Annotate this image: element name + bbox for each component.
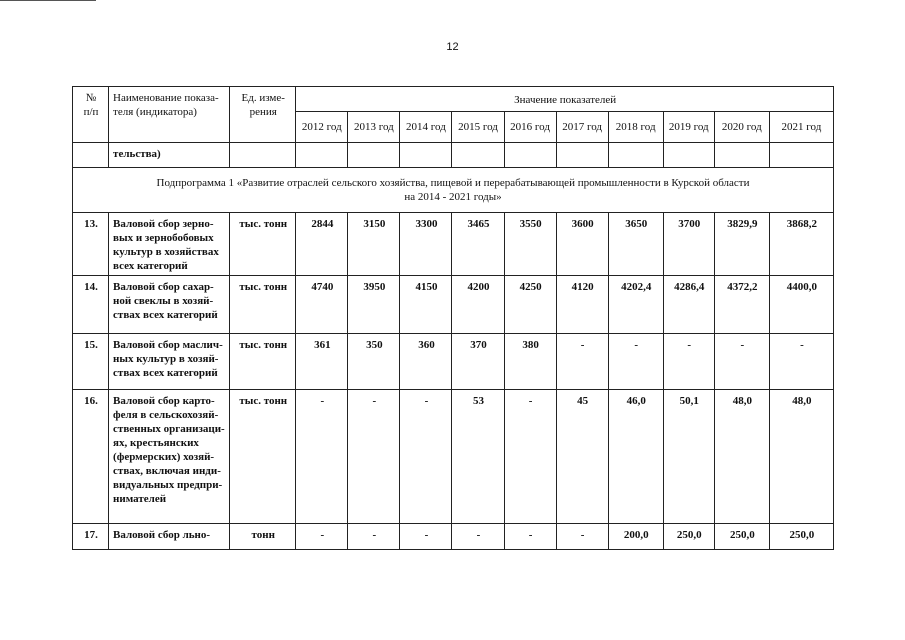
indicator-value: 360 [400, 334, 452, 390]
indicator-value: 380 [504, 334, 556, 390]
continuation-empty [714, 143, 769, 168]
indicator-value: 3868,2 [769, 213, 833, 276]
row-number: 13. [73, 213, 109, 276]
continuation-empty [663, 143, 714, 168]
subprogram-title: Подпрограмма 1 «Развитие отраслей сельского хозяйства, пищевой и перерабатывающей промышленности в Курской области на 2014 - 2021 годы» [73, 168, 834, 213]
indicator-name: Валовой сбор сахар- ной свеклы в хозяй- ствах всех категорий [109, 276, 230, 334]
header-values: Значение показателей [296, 87, 834, 112]
indicator-value: 3150 [348, 213, 400, 276]
indicator-value: 4372,2 [714, 276, 769, 334]
continuation-empty [504, 143, 556, 168]
indicator-value: - [400, 524, 452, 550]
continuation-empty [608, 143, 663, 168]
row-number: 14. [73, 276, 109, 334]
indicator-value: 45 [556, 390, 608, 524]
indicator-value: 53 [452, 390, 504, 524]
header-year: 2015 год [452, 112, 504, 143]
indicator-value: 4120 [556, 276, 608, 334]
indicator-value: 250,0 [769, 524, 833, 550]
unit-of-measure: тыс. тонн [230, 390, 296, 524]
indicator-table [72, 86, 834, 550]
continuation-empty [400, 143, 452, 168]
continuation-empty [452, 143, 504, 168]
indicator-value: - [348, 390, 400, 524]
indicator-value: 4740 [296, 276, 348, 334]
header-year: 2020 год [714, 112, 769, 143]
header-year: 2012 год [296, 112, 348, 143]
unit-of-measure: тыс. тонн [230, 334, 296, 390]
indicator-value: 3650 [608, 213, 663, 276]
indicator-name: Валовой сбор маслич- ных культур в хозяй- ствах всех категорий [109, 334, 230, 390]
indicator-value: - [504, 390, 556, 524]
indicator-value: - [348, 524, 400, 550]
indicator-value: - [400, 390, 452, 524]
header-year: 2017 год [556, 112, 608, 143]
table-row [73, 334, 834, 390]
table-row [73, 524, 834, 550]
header-name: Наименование показа- теля (индикатора) [109, 87, 230, 143]
indicator-value: 250,0 [663, 524, 714, 550]
header-year: 2013 год [348, 112, 400, 143]
continuation-empty [769, 143, 833, 168]
header-num: № п/п [73, 87, 109, 143]
indicator-value: 350 [348, 334, 400, 390]
indicator-value: 4400,0 [769, 276, 833, 334]
top-rule [0, 0, 96, 1]
indicator-value: - [556, 334, 608, 390]
header-year: 2021 год [769, 112, 833, 143]
table-row [73, 213, 834, 276]
indicator-value: 3300 [400, 213, 452, 276]
indicator-value: 370 [452, 334, 504, 390]
header-year: 2018 год [608, 112, 663, 143]
indicator-value: 3829,9 [714, 213, 769, 276]
indicator-value: 4202,4 [608, 276, 663, 334]
indicator-value: 3465 [452, 213, 504, 276]
page-number: 12 [446, 41, 459, 53]
indicator-value: 4200 [452, 276, 504, 334]
table-row [73, 390, 834, 524]
indicator-value: 361 [296, 334, 348, 390]
row-number: 16. [73, 390, 109, 524]
indicator-value: 2844 [296, 213, 348, 276]
indicator-value: 50,1 [663, 390, 714, 524]
indicator-value: 4286,4 [663, 276, 714, 334]
indicator-name: Валовой сбор льно- [109, 524, 230, 550]
indicator-value: - [296, 524, 348, 550]
indicator-value: 3700 [663, 213, 714, 276]
indicator-value: 4250 [504, 276, 556, 334]
continuation-num [73, 143, 109, 168]
continuation-empty [296, 143, 348, 168]
indicator-name: Валовой сбор зерно- вых и зернобобовых культур в хозяйствах всех категорий [109, 213, 230, 276]
indicator-value: 48,0 [769, 390, 833, 524]
unit-of-measure: тонн [230, 524, 296, 550]
indicator-value: 250,0 [714, 524, 769, 550]
table-row [73, 276, 834, 334]
indicator-value: 4150 [400, 276, 452, 334]
unit-of-measure: тыс. тонн [230, 276, 296, 334]
indicator-value: - [504, 524, 556, 550]
indicator-value: 3550 [504, 213, 556, 276]
header-unit: Ед. изме- рения [230, 87, 296, 143]
indicator-value: - [556, 524, 608, 550]
continuation-unit [230, 143, 296, 168]
continuation-empty [348, 143, 400, 168]
indicator-value: - [769, 334, 833, 390]
indicator-value: 200,0 [608, 524, 663, 550]
indicator-value: 3950 [348, 276, 400, 334]
indicator-value: - [663, 334, 714, 390]
indicator-value: - [452, 524, 504, 550]
continuation-empty [556, 143, 608, 168]
header-year: 2019 год [663, 112, 714, 143]
row-number: 15. [73, 334, 109, 390]
header-year: 2016 год [504, 112, 556, 143]
indicator-value: 48,0 [714, 390, 769, 524]
indicator-value: - [296, 390, 348, 524]
header-year: 2014 год [400, 112, 452, 143]
continuation-text: тельства) [109, 143, 230, 168]
indicator-value: 46,0 [608, 390, 663, 524]
indicator-name: Валовой сбор карто- феля в сельскохозяй- ственных организаци- ях, крестьянских (фермерских) хозяй- ствах, включая инди- видуальных предпри- нимателей [109, 390, 230, 524]
row-number: 17. [73, 524, 109, 550]
unit-of-measure: тыс. тонн [230, 213, 296, 276]
indicator-value: - [714, 334, 769, 390]
indicator-value: - [608, 334, 663, 390]
indicator-value: 3600 [556, 213, 608, 276]
